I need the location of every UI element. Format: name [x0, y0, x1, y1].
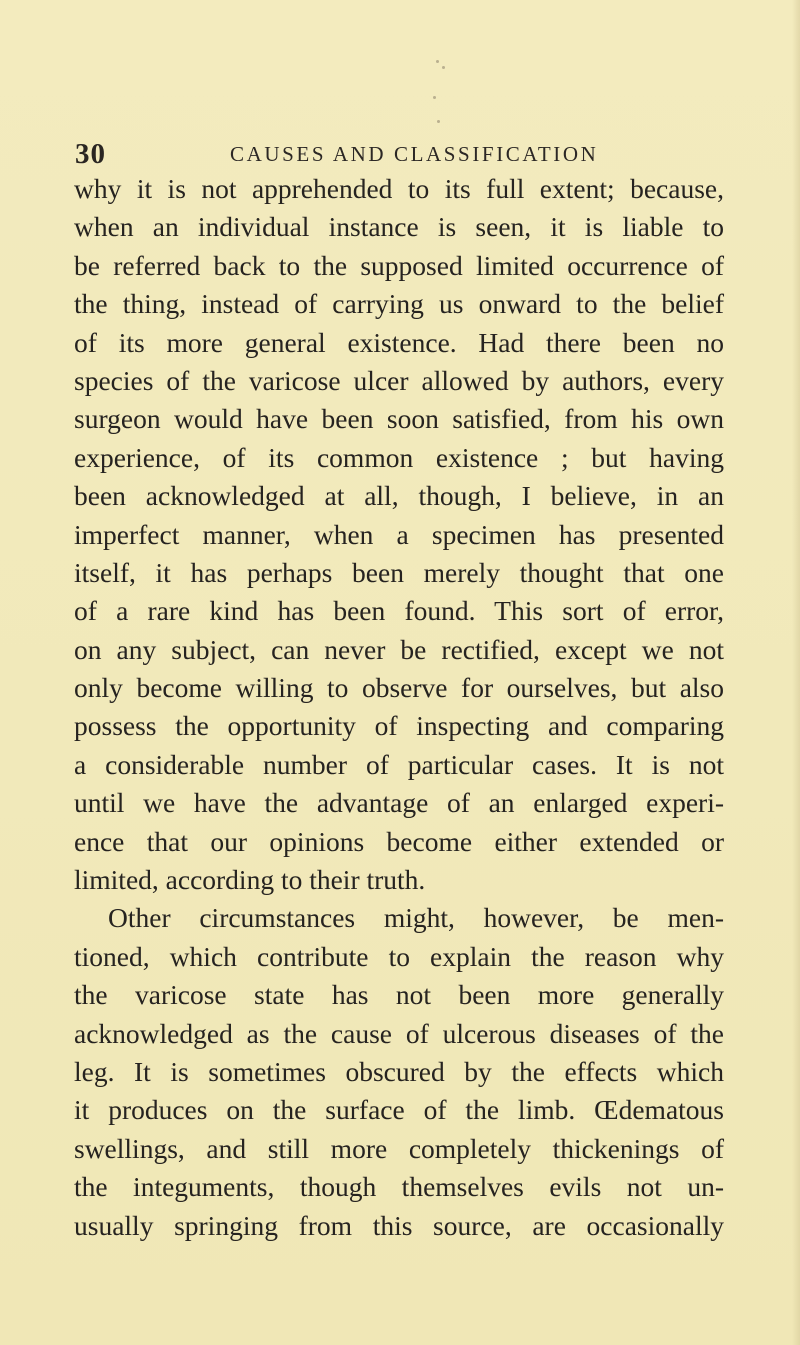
text-line: limited, according to their truth. [74, 864, 426, 896]
text-line: the integuments, though themselves evils not un- [74, 1171, 724, 1203]
text-line: leg. It is sometimes obscured by the effects which [74, 1055, 724, 1087]
text-line: the varicose state has not been more generally [74, 979, 724, 1011]
text-line: possess the opportunity of inspecting and comparing [74, 710, 724, 742]
text-line: experience, of its common existence ; but having [74, 441, 724, 473]
text-line: why it is not apprehended to its full extent; because, [74, 173, 724, 204]
text-line: acknowledged as the cause of ulcerous diseases of the [74, 1017, 724, 1049]
page-edge-shadow [792, 0, 800, 1345]
text-line: a considerable number of particular cases. It is not [74, 748, 724, 780]
body-text [74, 170, 724, 1245]
text-line: when an individual instance is seen, it is liable to [74, 211, 724, 243]
text-line: tioned, which contribute to explain the reason why [74, 940, 724, 972]
text-line: ence that our opinions become either extended or [74, 825, 724, 857]
paper-speck [436, 60, 439, 63]
running-title: CAUSES AND CLASSIFICATION [230, 142, 599, 166]
text-line: usually springing from this source, are occasionally [74, 1209, 724, 1241]
text-line: surgeon would have been soon satisfied, from his own [74, 403, 724, 435]
text-line: been acknowledged at all, though, I believe, in an [74, 480, 724, 512]
paper-speck [437, 120, 440, 123]
text-line: Other circumstances might, however, be men- [108, 902, 724, 934]
text-line: until we have the advantage of an enlarged experi- [74, 787, 724, 819]
text-line: species of the varicose ulcer allowed by authors, every [74, 364, 724, 396]
paper-speck [433, 96, 436, 99]
text-line: the thing, instead of carrying us onward to the belief [74, 288, 724, 320]
text-line: of its more general existence. Had there been no [74, 326, 724, 358]
text-line: be referred back to the supposed limited occurrence of [74, 249, 724, 281]
text-line: imperfect manner, when a specimen has presented [74, 518, 724, 550]
paper-speck [442, 66, 445, 69]
text-line: only become willing to observe for ourselves, but also [74, 672, 724, 704]
text-line: swellings, and still more completely thickenings of [74, 1132, 724, 1164]
text-line: of a rare kind has been found. This sort of error, [74, 595, 724, 627]
text-line: it produces on the surface of the limb. Œdematous [74, 1094, 724, 1126]
text-line: on any subject, can never be rectified, except we not [74, 633, 724, 665]
page-number: 30 [75, 138, 106, 170]
text-line: itself, it has perhaps been merely thought that one [74, 556, 724, 588]
